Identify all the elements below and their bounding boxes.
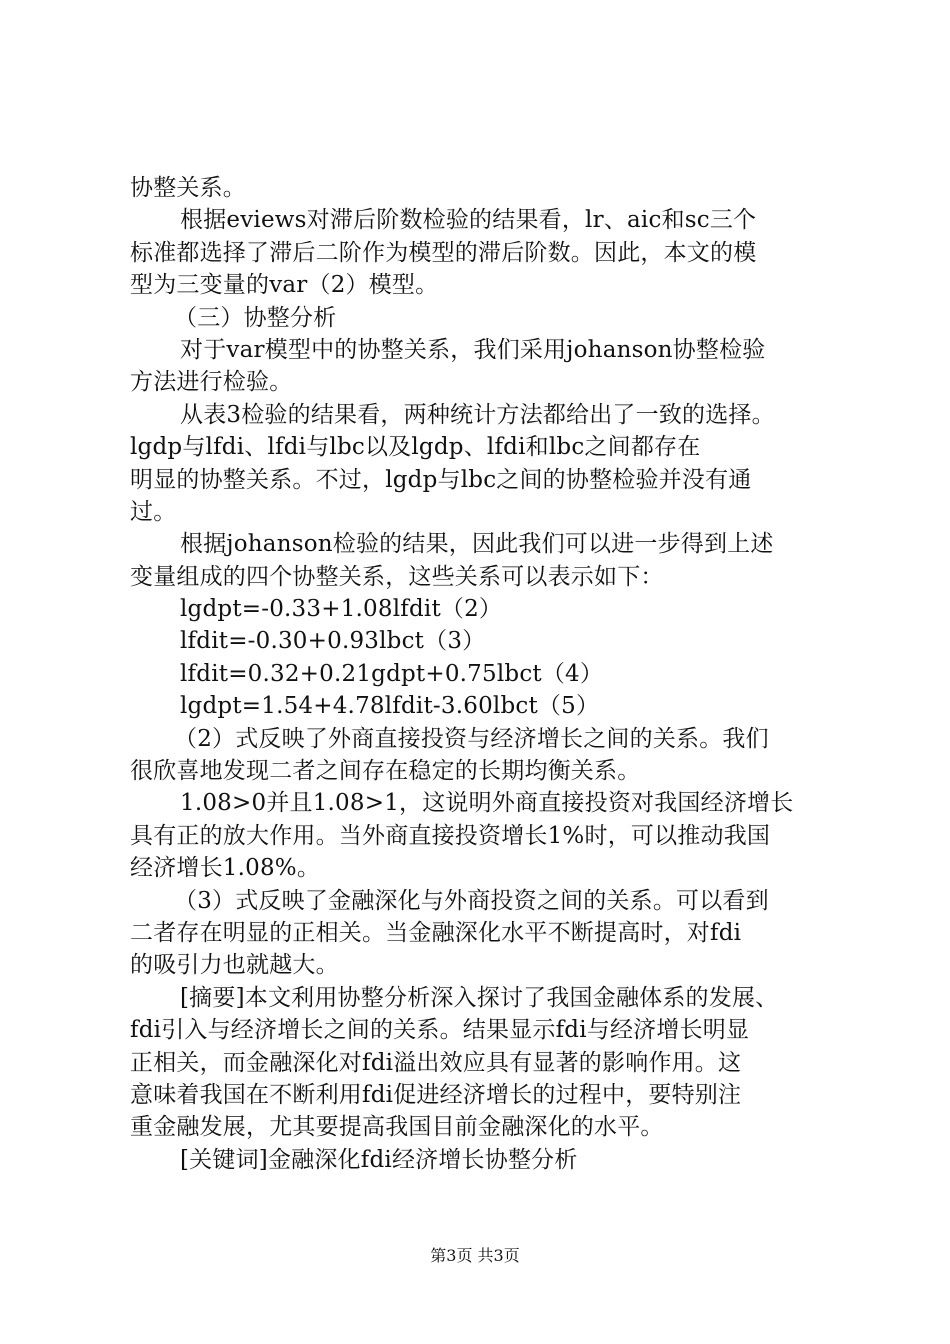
text-line: 1.08>0并且1.08>1，这说明外商直接投资对我国经济增长 bbox=[180, 790, 794, 817]
text-line: 具有正的放大作用。当外商直接投资增长1%时，可以推动我国 bbox=[130, 822, 771, 849]
text-line: 标准都选择了滞后二阶作为模型的滞后阶数。因此，本文的模 bbox=[130, 239, 757, 266]
abstract-line: fdi引入与经济增长之间的关系。结果显示fdi与经济增长明显 bbox=[130, 1017, 750, 1044]
text-line: 的吸引力也就越大。 bbox=[130, 952, 339, 979]
text-line: lgdp与lfdi、lfdi与lbc以及lgdp、lfdi和lbc之间都存在 bbox=[130, 434, 701, 461]
abstract-line: [摘要]本文利用协整分析深入探讨了我国金融体系的发展、 bbox=[180, 984, 779, 1011]
equation-line: lgdpt=-0.33+1.08lfdit（2） bbox=[180, 596, 503, 623]
text-line: 明显的协整关系。不过，lgdp与lbc之间的协整检验并没有通 bbox=[130, 466, 752, 493]
text-line: 对于var模型中的协整关系，我们采用johanson协整检验 bbox=[180, 336, 766, 363]
text-line: 变量组成的四个协整关系，这些关系可以表示如下： bbox=[130, 563, 664, 590]
equation-line: lfdit=0.32+0.21gdpt+0.75lbct（4） bbox=[180, 660, 604, 687]
abstract-line: 重金融发展，尤其要提高我国目前金融深化的水平。 bbox=[130, 1114, 664, 1141]
text-line: 方法进行检验。 bbox=[130, 369, 293, 396]
text-line: 过。 bbox=[130, 498, 177, 525]
text-line: 根据johanson检验的结果，因此我们可以进一步得到上述 bbox=[180, 531, 774, 558]
abstract-line: 意味着我国在不断利用fdi促进经济增长的过程中，要特别注 bbox=[130, 1081, 742, 1108]
text-line: 经济增长1.08%。 bbox=[130, 855, 321, 882]
text-line: （3）式反映了金融深化与外商投资之间的关系。可以看到 bbox=[174, 887, 769, 914]
text-line: 型为三变量的var（2）模型。 bbox=[130, 272, 439, 299]
text-line: 协整关系。 bbox=[130, 175, 246, 201]
abstract-line: 正相关，而金融深化对fdi溢出效应具有显著的影响作用。这 bbox=[130, 1049, 742, 1076]
equation-line: lfdit=-0.30+0.93lbct（3） bbox=[180, 628, 486, 655]
text-line: 从表3检验的结果看，两种统计方法都给出了一致的选择。 bbox=[180, 401, 775, 428]
text-line: 二者存在明显的正相关。当金融深化水平不断提高时，对fdi bbox=[130, 919, 742, 946]
section-heading: （三）协整分析 bbox=[174, 304, 337, 331]
text-line: 根据eviews对滞后阶数检验的结果看，lr、aic和sc三个 bbox=[180, 207, 757, 234]
keywords-line: [关键词]金融深化fdi经济增长协整分析 bbox=[180, 1146, 578, 1173]
equation-line: lgdpt=1.54+4.78lfdit-3.60lbct（5） bbox=[180, 693, 600, 720]
text-line: （2）式反映了外商直接投资与经济增长之间的关系。我们 bbox=[174, 725, 769, 752]
document-body bbox=[130, 172, 835, 1176]
page-number-footer: 第3页 共3页 bbox=[430, 1246, 520, 1265]
text-line: 很欣喜地发现二者之间存在稳定的长期均衡关系。 bbox=[130, 758, 641, 785]
